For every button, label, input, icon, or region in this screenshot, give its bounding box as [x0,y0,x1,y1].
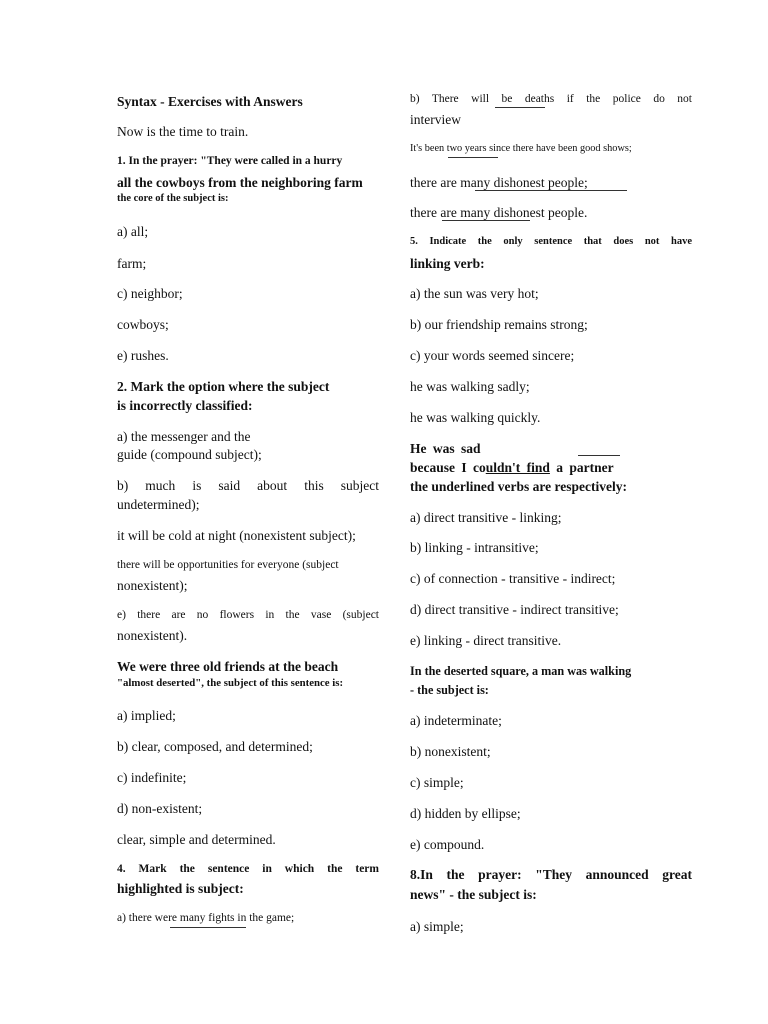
highlighted-term: ny dishonest people; [476,175,588,190]
q1-stem-line2: all the cowboys from the neighboring farm [117,175,363,190]
q4-option-c [410,144,632,154]
text-fragment: if the police do not [554,93,692,105]
q5-option: he was walking quickly. [410,410,541,425]
document-title: Syntax - Exercises with Answers [117,94,303,109]
q6-option: d) direct transitive - indirect transitive; [410,602,619,617]
highlight-underline [170,927,246,928]
q2-option-a-line1: a) the messenger and the [117,429,251,444]
q1-option: a) all; [117,224,149,239]
q7-option: e) compound. [410,837,485,852]
highlighted-term: be deaths [501,93,555,105]
highlight-underline [495,107,545,108]
q1-option: e) rushes. [117,348,169,363]
intro-text: Now is the time to train. [117,124,249,139]
q3-option: c) indefinite; [117,770,187,785]
highlighted-term: two years [446,143,487,154]
text-fragment: a partner [549,460,614,475]
q6-option: c) of connection - transitive - indirect; [410,571,616,586]
q1-option: cowboys; [117,317,169,332]
text-fragment: there are ma [410,175,477,190]
q6-option: b) linking - intransitive; [410,540,539,555]
q4-option-a [117,913,294,925]
text-fragment: since there have been good shows; [486,143,632,154]
q3-option: clear, simple and determined. [117,832,276,847]
q2-option-e-line2: nonexistent). [117,628,188,643]
q2-option-a-line2: guide (compound subject); [117,447,262,462]
q5-option: c) your words seemed sincere; [410,348,575,363]
q2-stem-line1: 2. Mark the option where the subject [117,379,330,394]
q7-option: c) simple; [410,775,464,790]
q3-option: a) implied; [117,708,176,723]
text-fragment: b) There will [410,93,502,105]
q6-stem-line3: the underlined verbs are respectively: [410,479,627,494]
text-fragment: there [410,205,441,220]
q5-stem-line1: 5. Indicate the only sentence that does not have [410,236,692,247]
q3-option: b) clear, composed, and determined; [117,739,313,754]
text-fragment: because I co [410,460,486,475]
q4-stem-line1: 4. Mark the sentence in which the term [117,863,379,875]
q2-option-d-line1: there will be opportunities for everyone (subject [117,559,339,571]
q5-option: b) our friendship remains strong; [410,317,588,332]
q1-option: farm; [117,256,147,271]
q2-option-d-line2: nonexistent); [117,578,188,593]
text-fragment: It's been [410,143,447,154]
q7-option: b) nonexistent; [410,744,491,759]
highlighted-term: are many disho [440,205,523,220]
highlight-underline [448,157,498,158]
q1-option: c) neighbor; [117,286,183,301]
text-fragment: nest people. [522,205,588,220]
q4-option-d [410,176,588,190]
q5-stem-line2: linking verb: [410,256,485,271]
q4-stem-line2: highlighted is subject: [117,881,244,896]
q2-option-b-line1: b) much is said about this subject [117,478,379,493]
q4-option-e [410,206,587,220]
text-fragment: a) there we [117,912,169,924]
q8-option-a: a) simple; [410,919,464,934]
q5-option: a) the sun was very hot; [410,286,539,301]
q7-stem-line2: - the subject is: [410,683,489,697]
q2-stem-line2: is incorrectly classified: [117,398,253,413]
q8-stem-line1: 8.In the prayer: "They announced great [410,867,692,882]
q4-option-b-line1 [410,94,692,106]
q6-option: a) direct transitive - linking; [410,510,562,525]
q2-option-e-line1: e) there are no flowers in the vase (subject [117,609,379,621]
answer-blank [578,455,620,456]
q6-option: e) linking - direct transitive. [410,633,562,648]
q3-stem-line2: "almost deserted", the subject of this sentence is: [117,677,344,689]
q3-option: d) non-existent; [117,801,203,816]
q6-stem-line2 [410,461,614,475]
q2-option-c: it will be cold at night (nonexistent subject); [117,528,356,543]
q7-option: d) hidden by ellipse; [410,806,521,821]
q6-stem-line1: He was sad [410,441,481,456]
underlined-verb: uldn't find [485,460,550,475]
q7-option: a) indeterminate; [410,713,502,728]
q1-stem-line3: the core of the subject is: [117,193,229,204]
q1-stem-line1: 1. In the prayer: "They were called in a hurry [117,155,343,167]
highlight-underline [475,190,627,191]
highlight-underline [442,220,530,221]
text-fragment: in the game; [234,912,295,924]
highlighted-term: re many fights [168,912,235,924]
q3-stem-line1: We were three old friends at the beach [117,659,339,674]
q7-stem-line1: In the deserted square, a man was walking [410,664,632,678]
q8-stem-line2: news" - the subject is: [410,887,537,902]
q5-option: he was walking sadly; [410,379,530,394]
q2-option-b-line2: undetermined); [117,497,200,512]
q4-option-b-line2: interview [410,112,461,127]
